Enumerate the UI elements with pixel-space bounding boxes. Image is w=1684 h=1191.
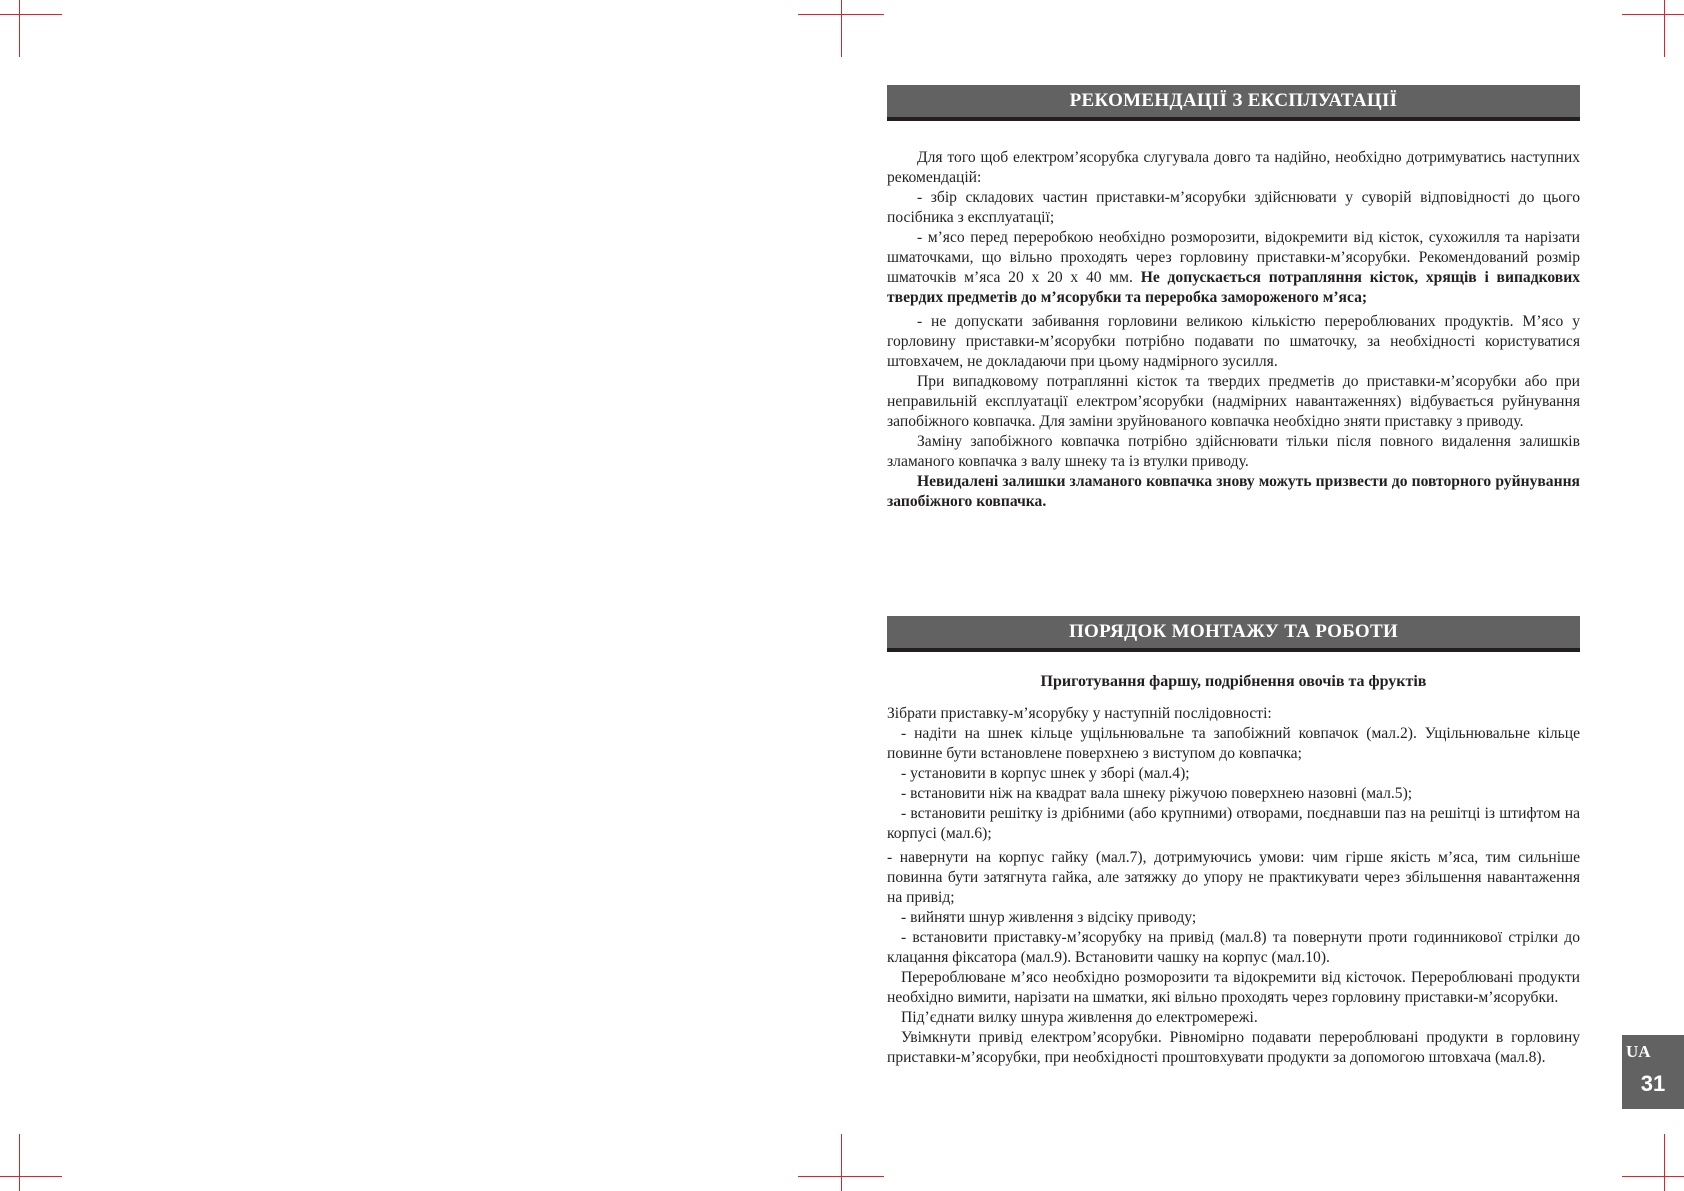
crop-mark (1664, 0, 1665, 57)
page-tab (1622, 1035, 1684, 1109)
paragraph (887, 228, 1580, 308)
crop-mark (1622, 1176, 1684, 1177)
paragraph: - не допускати забивання горловини великою кількістю перероблюваних продуктів. М’ясо у горловину приставки-м’ясорубки потрібно подавати по шматочку, за необхідності користуватися штовхачем, не докладаючи при цьому надмірного зусилля. (887, 313, 1580, 370)
crop-mark (1664, 1134, 1665, 1191)
crop-mark (19, 0, 20, 57)
paragraph: Увімкнути привід електром’ясорубки. Рівномірно подавати перероблювані продукти в горловину приставки-м’ясорубки, при необхідності проштовхувати продукти за допомогою штовхача (мал.8). (887, 1029, 1580, 1066)
list-item: - вийняти шнур живлення з відсіку приводу; (901, 909, 1197, 926)
crop-mark (841, 1134, 842, 1191)
section-heading-text: РЕКОМЕНДАЦІЇ З ЕКСПЛУАТАЦІЇ (1069, 90, 1398, 111)
subsection-title: Приготування фаршу, подрібнення овочів та фруктів (1040, 673, 1427, 690)
section-heading-text: ПОРЯДОК МОНТАЖУ ТА РОБОТИ (1068, 621, 1399, 642)
section-heading-assembly (887, 616, 1580, 652)
section-heading-recommendations (887, 85, 1580, 121)
crop-mark (841, 0, 842, 57)
list-item: - встановити ніж на квадрат вала шнеку ріжучою поверхнею назовні (мал.5); (901, 785, 1413, 802)
paragraph-text: - м’ясо перед переробкою необхідно розморозити, відокремити від кісток, сухожилля та нарізати шматочками, що вільно проходять через горловину приставки-м’ясорубки. Рекомендований розмір шматочків м’яса 20 х 20 х 40 мм. (887, 229, 1580, 286)
language-code: UA (1626, 1042, 1651, 1061)
paragraph: - збір складових частин приставки-м’ясорубки здійснювати у суворій відповідності до цього посібника з експлуатації; (887, 189, 1580, 226)
paragraph: Заміну запобіжного ковпачка потрібно здійснювати тільки після повного видалення залишків зламаного ковпачка з валу шнеку та із втулки приводу. (887, 433, 1580, 470)
list-item: - надіти на шнек кільце ущільнювальне та запобіжний ковпачок (мал.2). Ущільнювальне кільце повинне бути встановлене поверхнею з виступом до ковпачка; (887, 725, 1580, 762)
crop-mark (1622, 14, 1684, 15)
paragraph: Зібрати приставку-м’ясорубку у наступній послідовності: (887, 705, 1272, 722)
crop-mark (0, 14, 62, 15)
list-item: - встановити решітку із дрібними (або крупними) отворами, поєднавши паз на решітці із штифтом на корпусі (мал.6); (887, 805, 1580, 842)
list-item: - навернути на корпус гайку (мал.7), дотримуючись умови: чим гірше якість м’яса, тим сильніше повинна бути затягнута гайка, але затяжку до упору не практикувати через збільшення навантаження на привід; (887, 849, 1580, 906)
paragraph: Для того щоб електром’ясорубка слугувала довго та надійно, необхідно дотримуватись наступних рекомендацій: (887, 149, 1580, 186)
page-number: 31 (1640, 1071, 1666, 1096)
paragraph: При випадковому потраплянні кісток та твердих предметів до приставки-м’ясорубки або при неправильній експлуатації електром’ясорубки (надмірних навантаженнях) відбувається руйнування запобіжного ковпачка. Для заміни зруйнованого ковпачка необхідно зняти приставку з приводу. (887, 373, 1580, 430)
warning-text: Не допускається потрапляння кісток, хрящів і випадкових твердих предметів до м’ясорубки та переробка замороженого м’яса; (887, 269, 1580, 306)
assembly-body (887, 704, 1580, 1068)
list-item: - установити в корпус шнек у зборі (мал.4); (901, 765, 1190, 782)
recommendations-body (887, 148, 1580, 512)
paragraph: Під’єднати вилку шнура живлення до електромережі. (901, 1009, 1258, 1026)
paragraph: Перероблюване м’ясо необхідно розморозити та відокремити від кісточок. Перероблювані продукти необхідно вимити, нарізати на шматки, які вільно проходять через горловину приставки-м’ясорубки. (887, 969, 1580, 1006)
warning-paragraph: Невидалені залишки зламаного ковпачка знову можуть призвести до повторного руйнування запобіжного ковпачка. (887, 473, 1580, 510)
list-item: - встановити приставку-м’ясорубку на привід (мал.8) та повернути проти годинникової стрілки до клацання фіксатора (мал.9). Встановити чашку на корпус (мал.10). (887, 929, 1580, 966)
crop-mark (0, 1176, 62, 1177)
crop-mark (19, 1134, 20, 1191)
